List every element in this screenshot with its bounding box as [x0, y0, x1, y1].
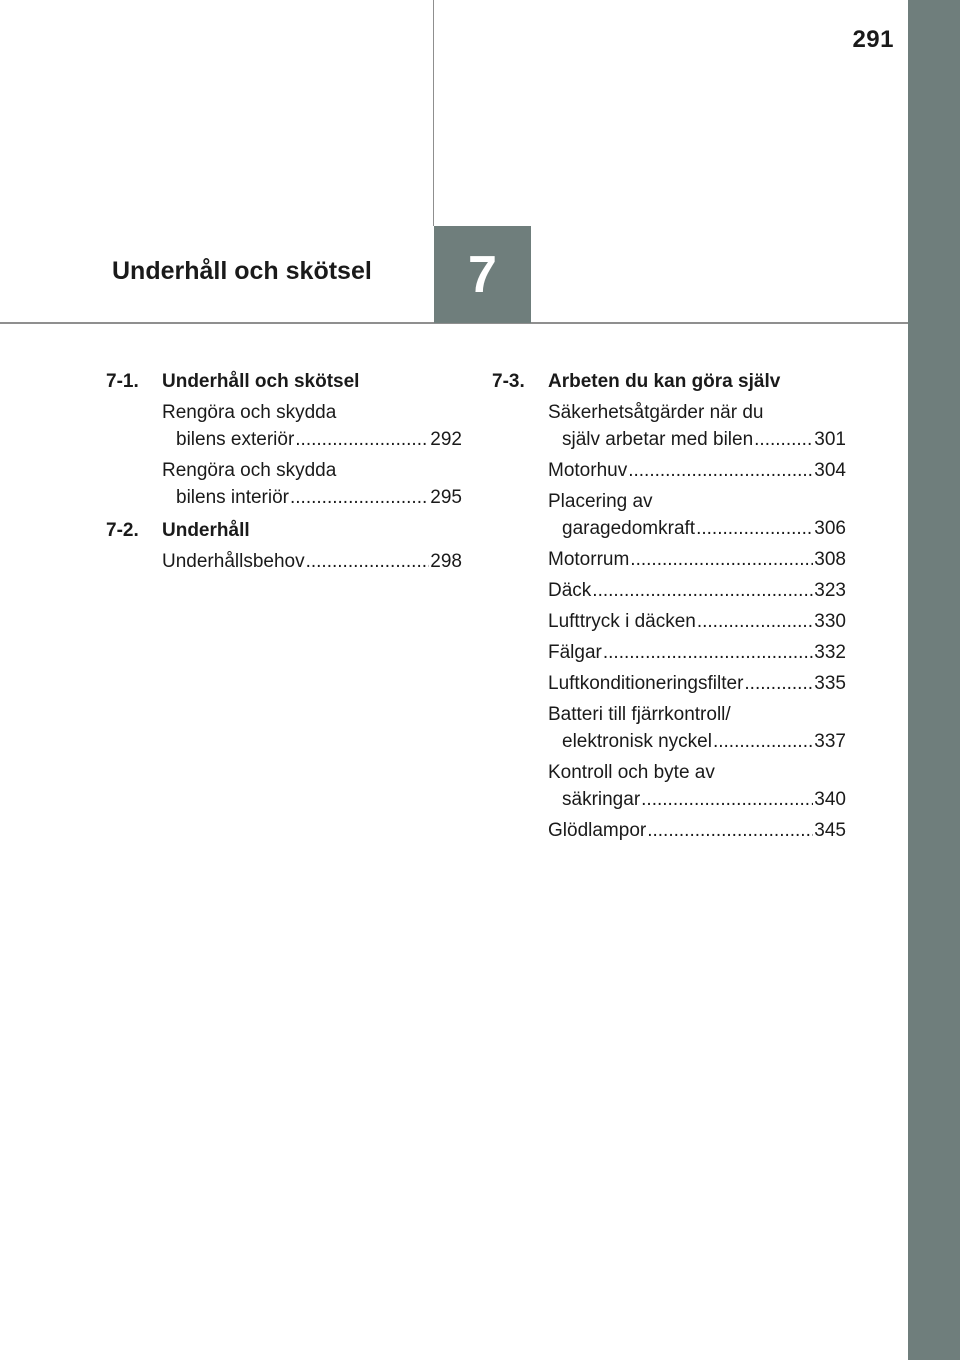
entry-page-number: 332	[814, 642, 846, 663]
section-heading	[106, 519, 462, 543]
toc-entry[interactable]	[162, 399, 462, 453]
entry-page-number: 306	[814, 518, 846, 539]
dot-leader	[628, 457, 813, 484]
entry-leader-line	[548, 515, 846, 542]
dot-leader	[592, 577, 813, 604]
entry-text-line: Rengöra och skydda	[162, 402, 337, 423]
entry-page-number: 335	[814, 673, 846, 694]
dot-leader	[603, 639, 813, 666]
dot-leader	[754, 426, 813, 453]
section-heading	[106, 370, 462, 394]
section-number: 7-2.	[106, 520, 139, 541]
dot-leader	[744, 670, 813, 697]
entry-label: Luftkonditioneringsfilter	[548, 673, 744, 694]
toc-entry[interactable]	[548, 701, 846, 755]
vertical-divider	[433, 0, 434, 226]
toc-entry[interactable]	[548, 817, 846, 844]
dot-leader	[713, 728, 813, 755]
entry-page-number: 345	[814, 820, 846, 841]
toc-entry[interactable]	[548, 670, 846, 697]
dot-leader	[295, 426, 429, 453]
entry-leader-line	[162, 548, 462, 575]
entry-page-number: 308	[814, 549, 846, 570]
entry-label: garagedomkraft	[562, 518, 696, 539]
entry-label: bilens exteriör	[176, 429, 295, 450]
entry-label: själv arbetar med bilen	[562, 429, 754, 450]
entry-page-number: 298	[430, 551, 462, 572]
toc-section	[492, 370, 846, 844]
entry-label: Lufttryck i däcken	[548, 611, 696, 632]
entry-leader-line	[548, 786, 846, 813]
entry-leader-line	[548, 577, 846, 604]
entry-label: Däck	[548, 580, 592, 601]
dot-leader	[290, 484, 429, 511]
entry-text-line: Kontroll och byte av	[548, 762, 715, 783]
page-number: 291	[852, 26, 894, 53]
toc-entry[interactable]	[162, 548, 462, 575]
entry-leader-line	[548, 670, 846, 697]
entry-text-line: Säkerhetsåtgärder när du	[548, 402, 764, 423]
section-title: Underhåll och skötsel	[162, 371, 360, 392]
toc-entry[interactable]	[548, 759, 846, 813]
entry-page-number: 301	[814, 429, 846, 450]
dot-leader	[697, 608, 813, 635]
entry-label: Motorrum	[548, 549, 630, 570]
chapter-title: Underhåll och skötsel	[112, 257, 372, 285]
section-title: Underhåll	[162, 520, 250, 541]
toc-entry[interactable]	[548, 546, 846, 573]
entry-label: Fälgar	[548, 642, 602, 663]
toc-entry[interactable]	[548, 488, 846, 542]
toc-entry[interactable]	[162, 457, 462, 511]
dot-leader	[641, 786, 813, 813]
entry-leader-line	[162, 484, 462, 511]
toc-section	[106, 519, 462, 575]
entry-label: elektronisk nyckel	[562, 731, 712, 752]
section-title: Arbeten du kan göra själv	[548, 371, 781, 392]
entry-leader-line	[548, 728, 846, 755]
entry-text-line: Placering av	[548, 491, 653, 512]
section-heading	[492, 370, 846, 394]
entry-label: Motorhuv	[548, 460, 628, 481]
dot-leader	[306, 548, 430, 575]
entry-page-number: 340	[814, 789, 846, 810]
toc-column-left	[106, 370, 462, 583]
chapter-side-tab	[908, 0, 960, 1360]
entry-leader-line	[548, 457, 846, 484]
chapter-number-box	[434, 226, 531, 323]
entry-page-number: 330	[814, 611, 846, 632]
dot-leader	[696, 515, 813, 542]
entry-page-number: 323	[814, 580, 846, 601]
dot-leader	[630, 546, 813, 573]
entry-label: Underhållsbehov	[162, 551, 305, 572]
toc-entry[interactable]	[548, 399, 846, 453]
entry-page-number: 292	[430, 429, 462, 450]
entry-leader-line	[548, 817, 846, 844]
toc-section	[106, 370, 462, 511]
entry-page-number: 295	[430, 487, 462, 508]
toc-entry[interactable]	[548, 608, 846, 635]
entry-leader-line	[548, 546, 846, 573]
dot-leader	[647, 817, 813, 844]
section-number: 7-3.	[492, 371, 525, 392]
section-number: 7-1.	[106, 371, 139, 392]
entry-page-number: 304	[814, 460, 846, 481]
entry-leader-line	[162, 426, 462, 453]
entry-label: Glödlampor	[548, 820, 647, 841]
toc-column-right	[492, 370, 846, 852]
entry-page-number: 337	[814, 731, 846, 752]
toc-entry[interactable]	[548, 639, 846, 666]
toc-entry[interactable]	[548, 457, 846, 484]
entry-label: bilens interiör	[176, 487, 289, 508]
entry-leader-line	[548, 426, 846, 453]
entry-leader-line	[548, 608, 846, 635]
entry-leader-line	[548, 639, 846, 666]
chapter-number: 7	[468, 245, 497, 304]
entry-text-line: Rengöra och skydda	[162, 460, 337, 481]
entry-text-line: Batteri till fjärrkontroll/	[548, 704, 731, 725]
toc-entry[interactable]	[548, 577, 846, 604]
entry-label: säkringar	[562, 789, 641, 810]
